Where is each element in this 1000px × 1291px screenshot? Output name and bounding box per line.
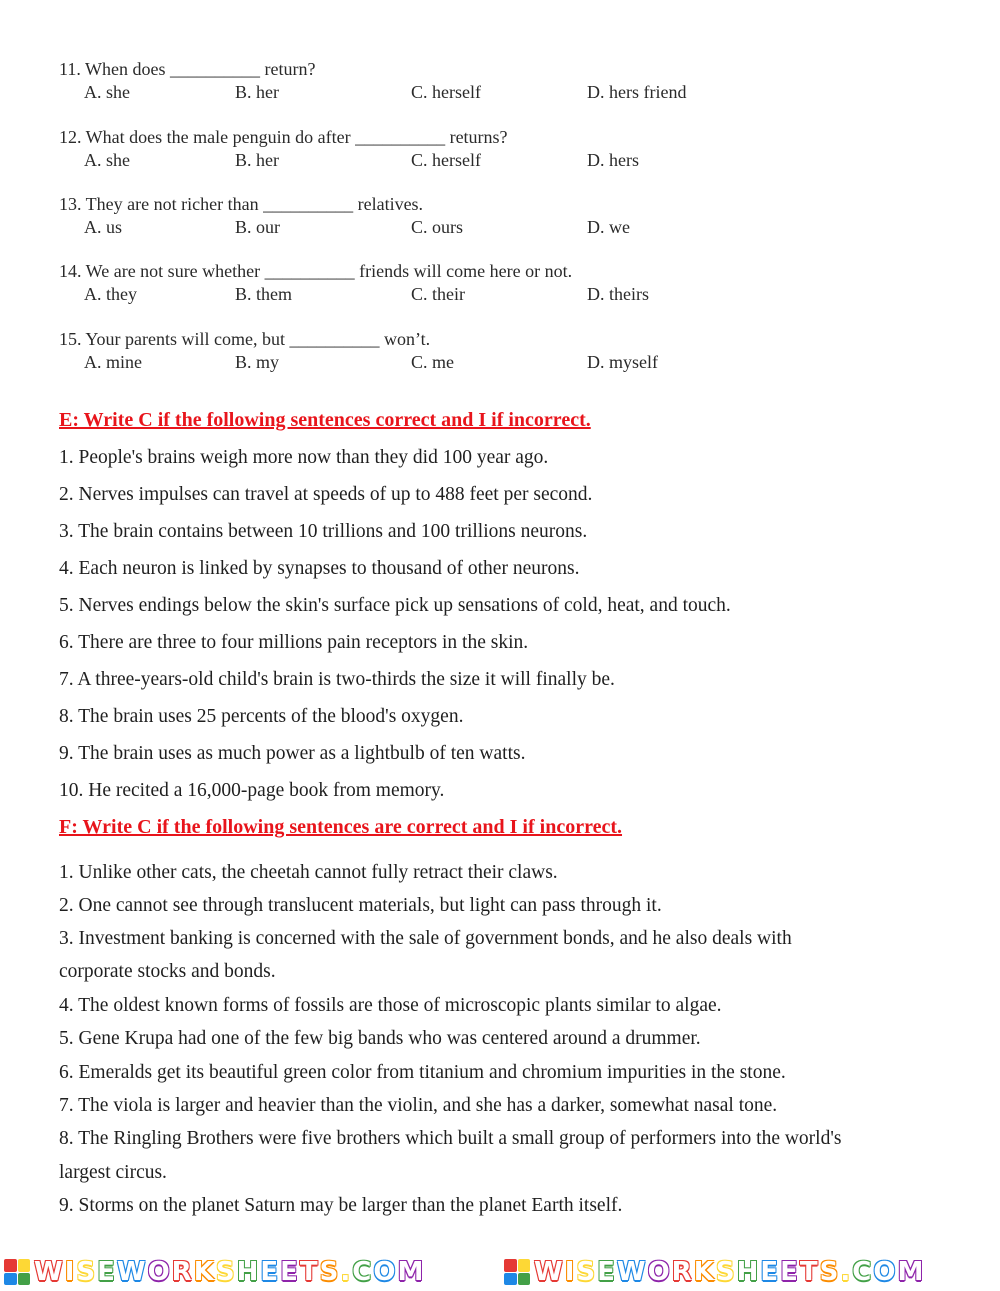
section-e-sentence: 8. The brain uses 25 percents of the blood's oxygen. (59, 706, 464, 727)
option-b: B. our (235, 217, 280, 237)
logo-letter: K (693, 1257, 716, 1287)
section-f-sentence: 3. Investment banking is concerned with the sale of government bonds, and he also deals with (59, 928, 792, 949)
section-f-sentence: 6. Emeralds get its beautiful green color from titanium and chromium impurities in the stone. (59, 1062, 786, 1083)
question-stem: 13. They are not richer than __________ relatives. (59, 194, 424, 214)
logo-icon (504, 1259, 530, 1285)
logo-letter: T (299, 1257, 320, 1287)
logo-letter: E (97, 1257, 117, 1287)
section-f-sentence: 9. Storms on the planet Saturn may be larger than the planet Earth itself. (59, 1195, 623, 1216)
section-e-sentence: 1. People's brains weigh more now than they did 100 year ago. (59, 447, 549, 468)
question-stem: 11. When does __________ return? (59, 59, 316, 79)
logo-letter: R (171, 1257, 194, 1287)
question-stem: 15. Your parents will come, but __________ won’t. (59, 329, 431, 349)
logo-letter: H (736, 1257, 761, 1287)
logo-letter: E (597, 1257, 617, 1287)
section-e-sentence: 3. The brain contains between 10 trillions and 100 trillions neurons. (59, 521, 588, 542)
option-d: D. hers friend (587, 82, 687, 102)
option-c: C. herself (411, 82, 481, 102)
logo-letter: O (647, 1257, 672, 1287)
logo-icon (4, 1259, 30, 1285)
logo-letter: S (319, 1257, 341, 1287)
logo-letter: R (671, 1257, 694, 1287)
option-a: A. she (84, 150, 130, 170)
logo-letter: H (236, 1257, 261, 1287)
logo-letter: E (260, 1257, 281, 1287)
section-e-sentence: 7. A three-years-old child's brain is two-thirds the size it will finally be. (59, 669, 615, 690)
section-e-heading: E: Write C if the following sentences correct and I if incorrect. (59, 409, 591, 431)
section-f-sentence-continued: largest circus. (59, 1162, 167, 1183)
wiseworksheets-logo (504, 1258, 925, 1286)
section-f-sentence: 2. One cannot see through translucent materials, but light can pass through it. (59, 895, 662, 916)
logo-letter: W (116, 1257, 148, 1287)
option-c: C. herself (411, 150, 481, 170)
logo-letter: E (760, 1257, 781, 1287)
section-f-sentence: 7. The viola is larger and heavier than the violin, and she has a darker, somewhat nasal tone. (59, 1095, 778, 1116)
section-f-sentence: 4. The oldest known forms of fossils are those of microscopic plants similar to algae. (59, 995, 722, 1016)
logo-letter: S (576, 1257, 598, 1287)
question-stem: 14. We are not sure whether __________ friends will come here or not. (59, 261, 573, 281)
section-f-sentence: 8. The Ringling Brothers were five brothers which built a small group of performers into the world's (59, 1128, 842, 1149)
logo-letter: S (76, 1257, 98, 1287)
option-b: B. her (235, 82, 279, 102)
question-stem: 12. What does the male penguin do after __________ returns? (59, 127, 508, 147)
option-b: B. them (235, 284, 292, 304)
option-a: A. they (84, 284, 137, 304)
section-e-sentence: 6. There are three to four millions pain receptors in the skin. (59, 632, 529, 653)
option-c: C. me (411, 352, 454, 372)
logo-letter: I (64, 1257, 77, 1287)
logo-letter: E (280, 1257, 300, 1287)
logo-letter: W (616, 1257, 648, 1287)
logo-letter: K (193, 1257, 216, 1287)
logo-letter: O (147, 1257, 172, 1287)
logo-letter: S (215, 1257, 237, 1287)
section-e-sentence: 4. Each neuron is linked by synapses to thousand of other neurons. (59, 558, 580, 579)
logo-letter: . (840, 1257, 853, 1287)
section-f-heading: F: Write C if the following sentences are correct and I if incorrect. (59, 816, 623, 838)
section-f-sentence: 5. Gene Krupa had one of the few big bands who was centered around a drummer. (59, 1028, 701, 1049)
section-e-sentence: 2. Nerves impulses can travel at speeds of up to 488 feet per second. (59, 484, 593, 505)
option-c: C. their (411, 284, 465, 304)
section-e-sentence: 10. He recited a 16,000-page book from memory. (59, 780, 445, 801)
option-c: C. ours (411, 217, 464, 237)
option-a: A. us (84, 217, 123, 237)
logo-letter: M (397, 1257, 426, 1287)
option-d: D. myself (587, 352, 658, 372)
logo-letter: M (897, 1257, 926, 1287)
logo-letter: W (34, 1257, 65, 1287)
logo-letter: T (799, 1257, 820, 1287)
section-e-sentence: 9. The brain uses as much power as a lightbulb of ten watts. (59, 743, 526, 764)
option-a: A. she (84, 82, 130, 102)
logo-letter: C (852, 1257, 874, 1287)
logo-letter: S (715, 1257, 737, 1287)
logo-text (34, 1257, 425, 1287)
wiseworksheets-logo (4, 1258, 425, 1286)
logo-letter: C (352, 1257, 374, 1287)
option-a: A. mine (84, 352, 142, 372)
logo-letter: . (340, 1257, 353, 1287)
logo-letter: O (373, 1257, 398, 1287)
logo-letter: E (780, 1257, 800, 1287)
logo-text (534, 1257, 925, 1287)
option-d: D. hers (587, 150, 639, 170)
logo-letter: S (819, 1257, 841, 1287)
footer-watermark (0, 1252, 1000, 1291)
section-f-sentence-continued: corporate stocks and bonds. (59, 961, 276, 982)
option-b: B. her (235, 150, 279, 170)
logo-letter: W (534, 1257, 565, 1287)
logo-letter: I (564, 1257, 577, 1287)
option-d: D. theirs (587, 284, 649, 304)
section-f-sentence: 1. Unlike other cats, the cheetah cannot fully retract their claws. (59, 862, 558, 883)
option-d: D. we (587, 217, 630, 237)
logo-letter: O (873, 1257, 898, 1287)
section-e-sentence: 5. Nerves endings below the skin's surface pick up sensations of cold, heat, and touch. (59, 595, 731, 616)
option-b: B. my (235, 352, 280, 372)
